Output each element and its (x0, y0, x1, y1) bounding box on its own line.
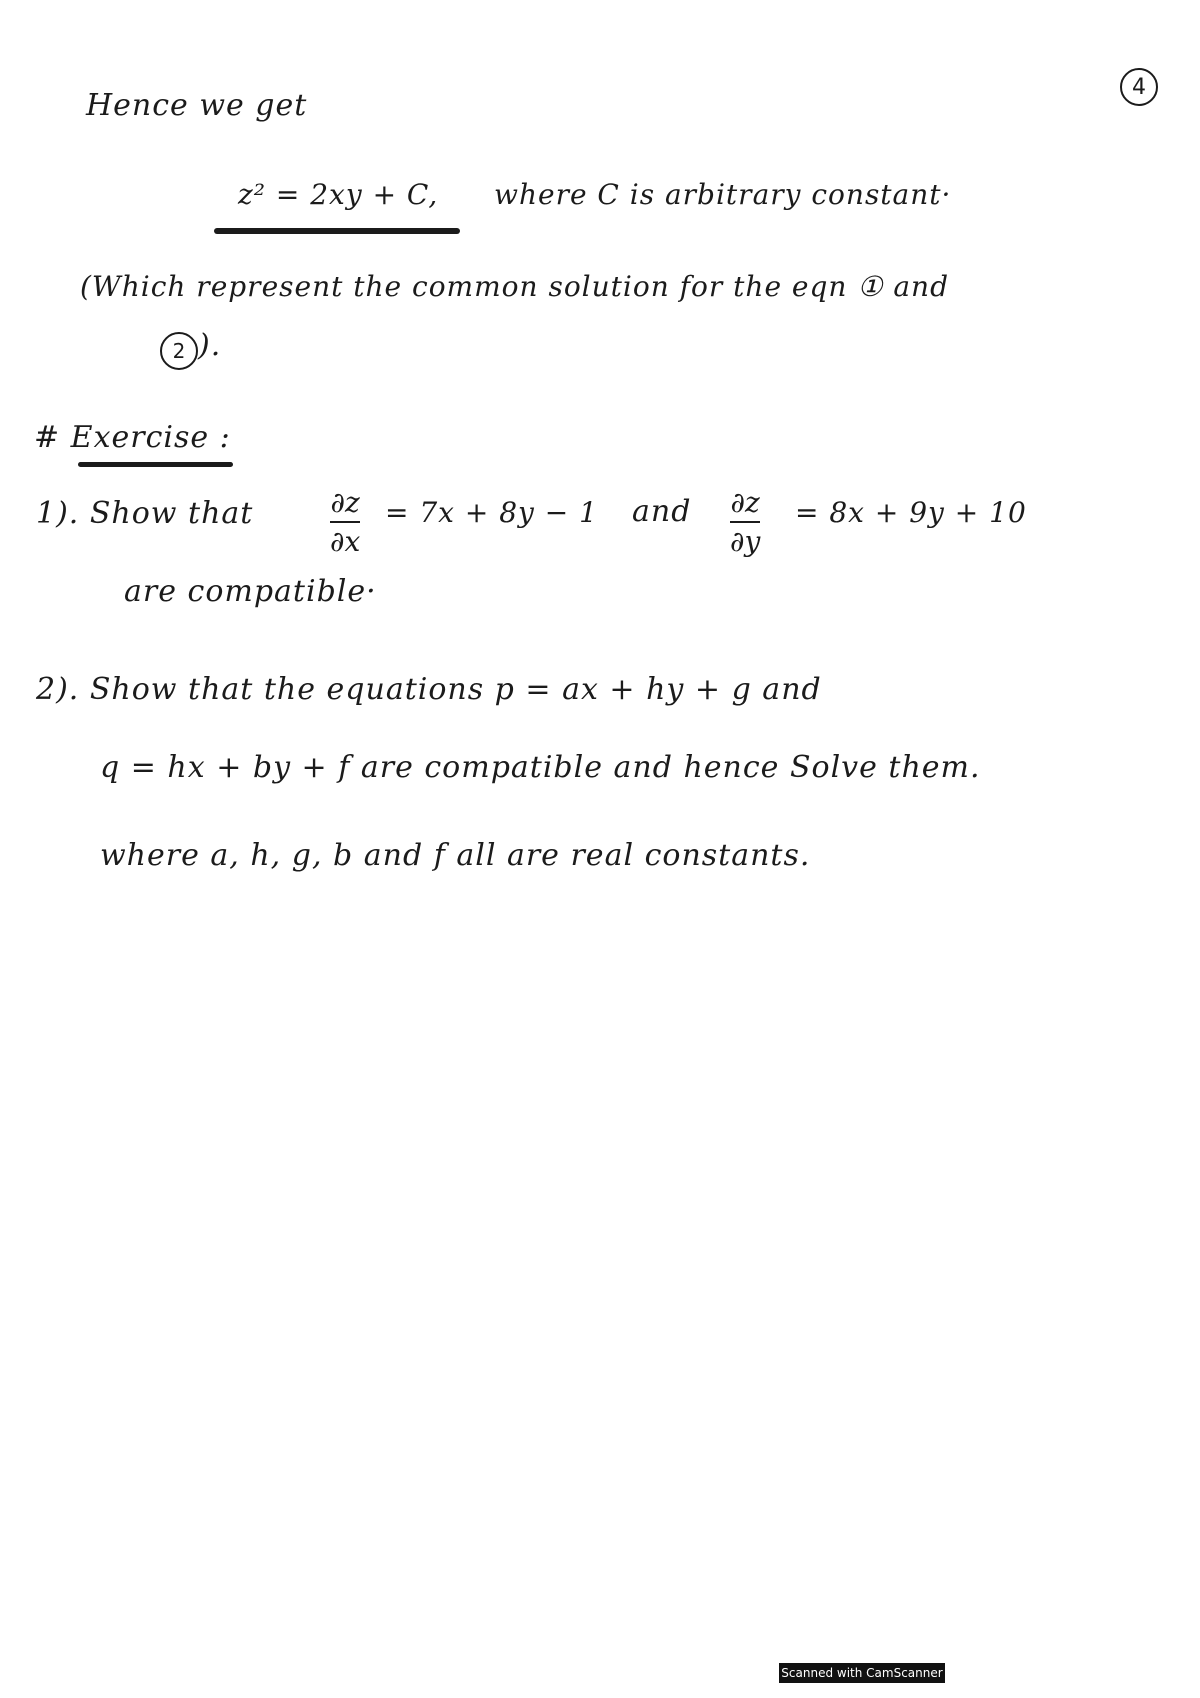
q2-line-2: q = hx + by + f are compatible and hence Solve them. (100, 750, 981, 785)
q1-expression-1: = 7x + 8y − 1 (385, 496, 598, 529)
exercise-underline (78, 462, 233, 467)
equation-ref-2: 2 (160, 332, 198, 370)
q1-expression-2: = 8x + 9y + 10 (795, 496, 1027, 529)
q1-and: and (632, 494, 692, 529)
scanner-watermark: Scanned with CamScanner (779, 1663, 945, 1683)
exercise-heading: # Exercise : (34, 420, 231, 455)
solution-note: (Which represent the common solution for the eqn ① and (80, 270, 950, 303)
q1-partial-y-num: ∂z (730, 486, 760, 519)
constant-note: where C is arbitrary constant· (494, 178, 952, 211)
q2-line-1: 2). Show that the equations p = ax + hy + g and (36, 672, 822, 707)
q1-partial-y-den: ∂y (730, 525, 761, 558)
q1-prefix: 1). Show that (36, 496, 254, 531)
solution-note-end: ). (198, 328, 222, 363)
q1-partial-x-num: ∂z (330, 486, 360, 519)
q1-line-2: are compatible· (124, 574, 377, 609)
equation-underline (214, 228, 460, 234)
page-number: 4 (1120, 68, 1158, 106)
result-equation: z² = 2xy + C, (238, 178, 439, 211)
q1-partial-y (730, 486, 760, 558)
intro-line-1: Hence we get (86, 88, 308, 123)
q1-partial-x-den: ∂x (330, 525, 361, 558)
q2-line-3: where a, h, g, b and f all are real constants. (100, 838, 811, 873)
q1-partial-x (330, 486, 360, 558)
